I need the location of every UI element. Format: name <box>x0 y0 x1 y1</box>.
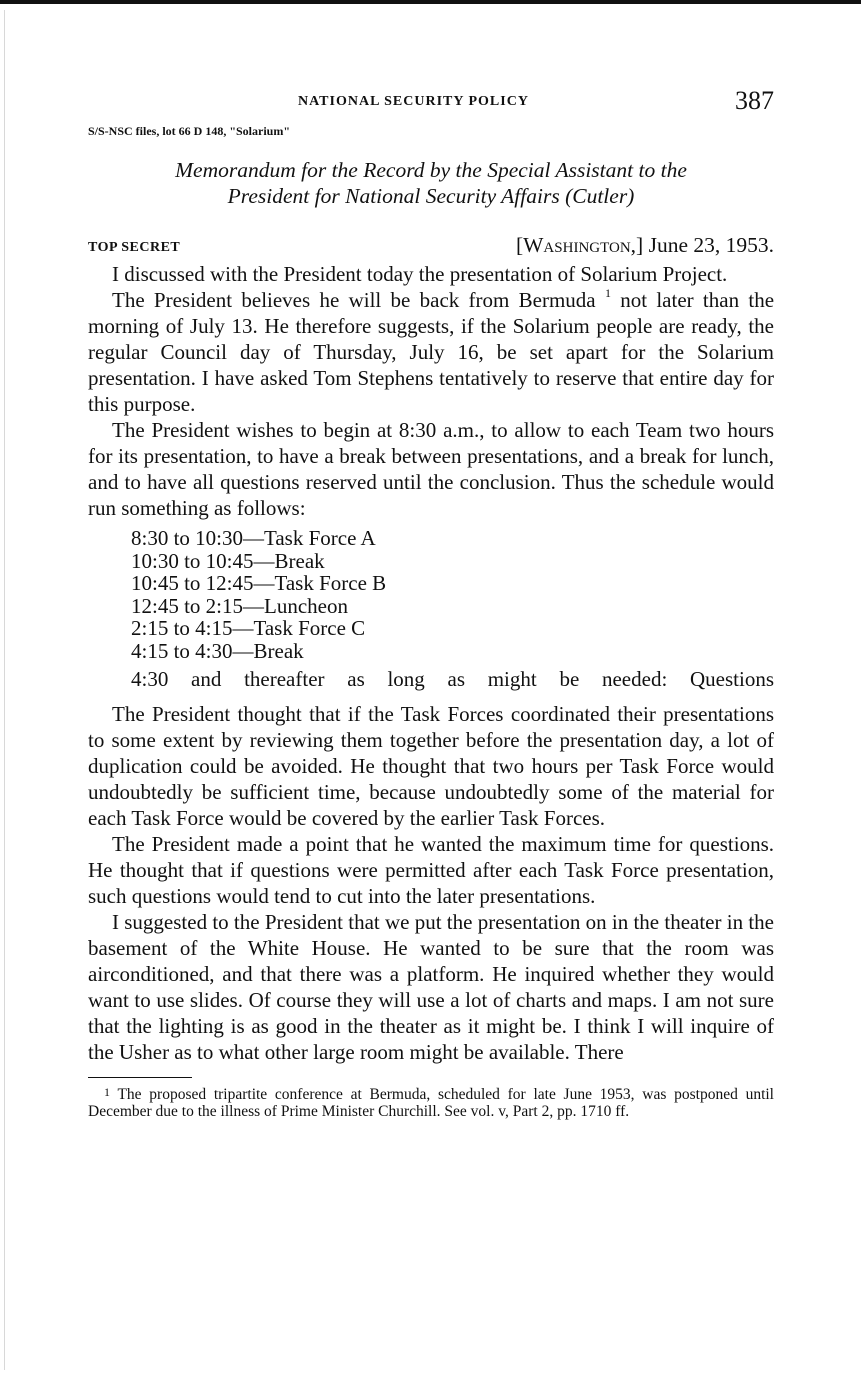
place: [Washington,] <box>515 233 644 257</box>
paragraph-2-start: The President believes he will be back from Bermuda <box>112 288 596 312</box>
running-head-title: NATIONAL SECURITY POLICY <box>298 94 529 109</box>
running-head <box>88 84 774 124</box>
paragraph-2 <box>88 287 774 417</box>
paragraph-5: The President made a point that he wanted the maximum time for questions. He thought that if questions were permitted after each Task Force presentation, such questions would tend to cut into the later presentations. <box>88 831 774 908</box>
schedule-item: 10:45 to 12:45—Task Force B <box>131 571 387 595</box>
document-page <box>88 84 774 1120</box>
schedule-list <box>131 527 774 691</box>
classification-marking: TOP SECRET <box>88 240 181 255</box>
paragraph-1: I discussed with the President today the presentation of Solarium Project. <box>112 262 728 286</box>
schedule-item: 12:45 to 2:15—Luncheon <box>131 593 348 618</box>
date: June 23, 1953. <box>648 233 774 257</box>
dateline <box>88 233 774 261</box>
paragraph-3: The President wishes to begin at 8:30 a.m., to allow to each Team two hours for its presentation, to have a break between presentations, and a break for lunch, and to have all questions reserved until the conclusion. Thus the schedule would run something as follows: <box>88 418 774 520</box>
footnote-text: The proposed tripartite conference at Bermuda, scheduled for late June 1953, was postponed until December due to the illness of Prime Minister Churchill. See vol. v, Part 2, pp. 1710 ff. <box>88 1085 774 1120</box>
schedule-item: 4:15 to 4:30—Break <box>131 638 304 663</box>
footnote <box>88 1086 774 1120</box>
page-left-edge <box>4 10 5 1370</box>
footnote-rule <box>88 1077 192 1078</box>
paragraph-2-end: not later than the morning of July 13. He therefore suggests, if the Solarium people are ready, the regular Council day of Thursday, July 16, be set apart for the Solarium presentation. I have asked Tom Stephens tentatively to reserve that entire day for this purpose. <box>88 288 775 416</box>
source-note: S/S-NSC files, lot 66 D 148, "Solarium" <box>88 124 291 138</box>
schedule-item: 2:15 to 4:15—Task Force C <box>131 616 366 640</box>
memo-body <box>88 261 774 1065</box>
footnote-reference: 1 <box>604 286 611 300</box>
paragraph-4: The President thought that if the Task Forces coordinated their presentations to some extent by reviewing them together before the presentation day, a lot of duplication could be avoided. He thought that two hours per Task Force would undoubtedly be sufficient time, because undoubtedly some of the material for each Task Force would be covered by the earlier Task Forces. <box>88 701 774 830</box>
document-title-line-2: President for National Security Affairs (Cutler) <box>227 184 635 208</box>
page-number: 387 <box>735 86 774 115</box>
footnote-marker: 1 <box>104 1084 110 1099</box>
schedule-item: 10:30 to 10:45—Break <box>131 548 325 573</box>
schedule-item: 8:30 to 10:30—Task Force A <box>131 526 376 550</box>
date-line <box>516 233 774 258</box>
schedule-item: 4:30 and thereafter as long as might be needed: Questions <box>131 667 774 691</box>
page-top-border <box>0 0 861 4</box>
document-title-line-1: Memorandum for the Record by the Special Assistant to the <box>175 158 687 182</box>
document-title <box>122 157 740 209</box>
paragraph-6: I suggested to the President that we put the presentation on in the theater in the basement of the White House. He wanted to be sure that the room was airconditioned, and that there was a platform. He inquired whether they would want to use slides. Of course they will use a lot of charts and maps. I am not sure that the lighting is as good in the theater as it might be. I think I will inquire of the Usher as to what other large room might be available. There <box>88 909 774 1064</box>
